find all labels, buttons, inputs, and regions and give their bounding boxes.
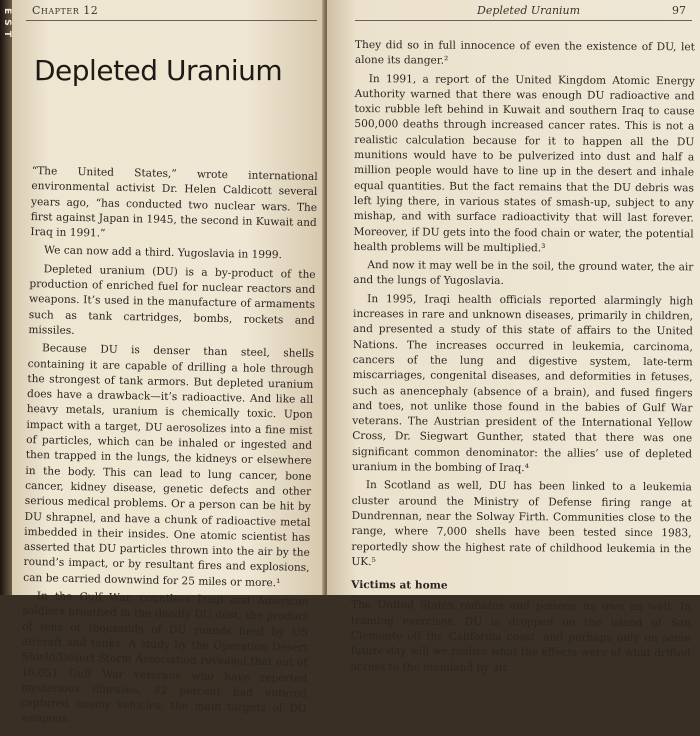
paragraph: In 1995, Iraqi health officials reported alarmingly high increases in rare and unknown diseases, primarily in children, and presented a study of this state of affairs to the United Nations. The increases occurred in leukemia, carcinoma, cancers of the lung and digestive system, late-term miscarriages, congenital diseases, and deformities in fetuses, such as anencephaly (absence of a brain), and fused fingers and toes, not unlike those found in the babies of Gulf War veterans. The Austrian president of the International Yellow Cross, Dr. Siegwart Gunther, stated that there was one significant common denominator: the allies’ use of depleted uranium in the bombing of Iraq.⁴: [351, 292, 694, 475]
paragraph: In 1991, a report of the United Kingdom Atomic Energy Authority warned that there was enough DU radioactive and toxic rubble left behind in Kuwait and southern Iraq to cause 500,000 deaths through increased cancer rates. This is not a realistic calculation because for it to happen all the DU munitions would have to be pulverized into dust and half a million people would have to line up in the desert and inhale equal quantities. But the fact remains that the DU debris was left lying there, in various states of smash-up, subject to any mishap, and with surface radioactivity that will last forever. Moreover, if DU gets into the food chain or water, the potential health problems will be multiplied.³: [353, 72, 695, 255]
chapter-title: Depleted Uranium: [34, 54, 283, 87]
section-subheading: Victims at home: [351, 579, 448, 592]
left-page: [12, 0, 325, 726]
paragraph: The United States radiates and poisons its own as well. In training exercises, DU is dropped on the island of San Clemente off the California coast, and perhaps only on some future day will we realize what the effects were of what drifted across to the mainland by air: [350, 599, 692, 674]
paragraph: They did so in full innocence of even the existence of DU, let alone its danger.²: [354, 38, 695, 67]
right-header-rule: [355, 20, 692, 21]
paragraph: In Scotland as well, DU has been linked to a leukemia cluster around the Ministry of Defense firing range at Dundrennan, near the Solway Firth. Communities close to the range, where 7,000 shells have been tested since 1983, reportedly show the highest rate of childhood leukemia in the UK.⁵: [351, 479, 692, 568]
right-body-text: [351, 38, 695, 680]
paragraph: Depleted uranium (DU) is a by-product of the production of enriched fuel for nuclear reactors and weapons. It’s used in the manufacture of armaments such as tank cartridges, bombs, rockets and missiles.: [28, 263, 316, 337]
left-header-rule: [26, 20, 317, 21]
spine-label: E S T: [2, 8, 12, 39]
paragraph: And now it may well be in the soil, the ground water, the air and the lungs of Yugoslavia.: [353, 259, 694, 288]
paragraph: We can now add a third. Yugoslavia in 1999.: [43, 244, 283, 262]
paragraph: Because DU is denser than steel, shells containing it are capable of drilling a hole through the strongest of tank armors. But depleted uranium does have a drawback—it’s radioactive. And like all heavy metals, uranium is chemically toxic. Upon impact with a target, DU aerosolizes into a fine mist of particles, which can be inhaled or ingested and then trapped in the lungs, the kidneys or elsewhere in the body. This can lead to lung cancer, bone cancer, kidney disease, genetic defects and other serious medical problems. Or a person can be hit by DU shrapnel, and have a chunk of radioactive metal imbedded in their insides. One atomic scientist has asserted that DU particles thrown into the air by the round’s impact, or by resultant fires and explosions, can be carried downwind for 25 miles or more.¹: [23, 342, 315, 590]
right-page: [327, 0, 700, 674]
paragraph: In the Gulf War, countless Iraqi and American soldiers breathed in the deadly DU dust, the product of tens of thousands of DU rounds fired by US aircraft and tanks. A study by the Operation Desert Shield/Desert Storm Association revealed that out of 10,051 Gulf War veterans who have reported mysterious illnesses, 82 percent had entered captured enemy vehicles, the main targets of DU weapons.: [20, 590, 309, 726]
opening-paragraph: “The United States,” wrote international environmental activist Dr. Helen Caldicott several years ago, “has conducted two nuclear wars. The first against Japan in 1945, the second in Kuwait and Iraq in 1991.”: [30, 164, 318, 240]
right-running-head: Depleted Uranium: [477, 4, 581, 17]
left-body-text: [20, 160, 318, 736]
left-running-head: Chapter 12: [32, 4, 99, 17]
page-number: 97: [672, 4, 686, 17]
book-spine-edge: [0, 0, 12, 595]
